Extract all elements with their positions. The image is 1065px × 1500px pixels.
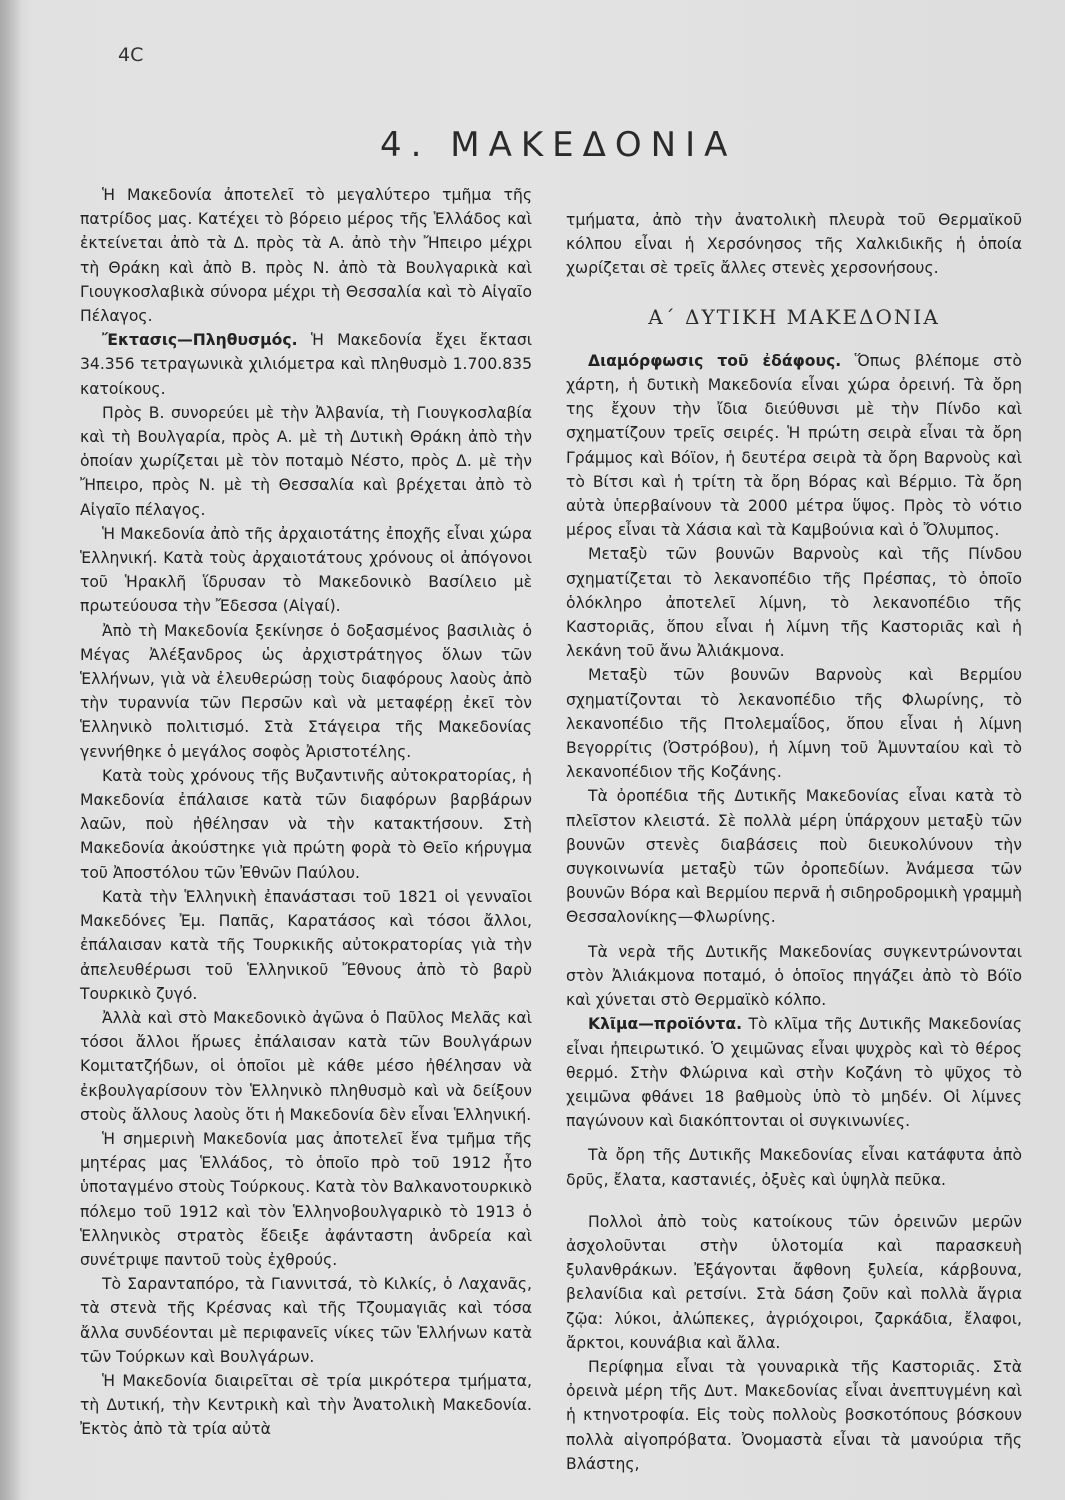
- section-heading: Α΄ ΔΥΤΙΚΗ ΜΑΚΕΔΟΝΙΑ: [648, 304, 940, 329]
- paragraph-text: Ὅπως βλέπομε στὸ χάρτη, ἡ δυτικὴ Μακεδονία εἶναι χώρα ὀρεινή. Τὰ ὄρη της ἔχουν τὴν ἴδια διεύθυνσι μὲ τὴν Πίνδο καὶ σχηματίζουν τρεῖς σειρές. Ἡ πρώτη σειρὰ εἶναι τὰ ὄρη Γράμμος καὶ Βόϊον, ἡ δευτέρα σειρὰ τὰ ὄρη Βαρνοὺς καὶ τὸ Βίτσι καὶ ἡ τρίτη τὰ ὄρη Βόρας καὶ Βέρμιο. Τὰ ὄρη αὐτὰ ὑπερβαίνουν τὰ 2000 μέτρα ὕψος. Πρὸς τὸ νότιο μέρος εἶναι τὰ Χάσια καὶ τὰ Καμβούνια καὶ ὁ Ὄλυμπος.: [566, 351, 1022, 540]
- paragraph-text: Μεταξὺ τῶν βουνῶν Βαρνοὺς καὶ τῆς Πίνδου σχηματίζεται τὸ λεκανοπέδιο τῆς Πρέσπας, τὸ ὁποῖο ὁλόκληρο ἀποτελεῖ λίμνη, τὸ λεκανοπέδιο τῆς Καστοριᾶς, ὅπου εἶναι ἡ λίμνη τῆς Καστοριᾶς καὶ ἡ λεκάνη τοῦ ἄνω Ἀλιάκμονα.: [566, 545, 1022, 661]
- paragraph: [566, 784, 1022, 929]
- paragraph: [80, 1127, 532, 1272]
- paragraph-text: Πολλοὶ ἀπὸ τοὺς κατοίκους τῶν ὀρεινῶν μερῶν ἀσχολοῦνται στὴν ὑλοτομία καὶ παρασκευὴ ξυλανθράκων. Ἐξάγονται ἄφθονη ξυλεία, κάρβουνα, βελανίδια καὶ ρετσίνι. Στὰ δάση ζοῦν καὶ πολλὰ ἄγρια ζῷα: λύκοι, ἀλώπεκες, ἀγριόχοιροι, ζαρκάδια, ἔλαφοι, ἄρκτοι, κουνάβια καὶ ἄλλα.: [566, 1212, 1022, 1352]
- paragraph: [566, 1210, 1022, 1355]
- paragraph-text: Ἀπὸ τὴ Μακεδονία ξεκίνησε ὁ δοξασμένος βασιλιὰς ὁ Μέγας Ἀλέξανδρος ὡς ἀρχιστράτηγος ὅλων τῶν Ἑλλήνων, γιὰ νὰ ἐλευθερώσῃ τοὺς διαφόρους λαοὺς ἀπὸ τὴν τυραννία τῶν Περσῶν καὶ νὰ μεταφέρῃ ἐκεῖ τὸν Ἑλληνικὸ πολιτισμό. Στὰ Στάγειρα τῆς Μακεδονίας γεννήθηκε ὁ μεγάλος σοφὸς Ἀριστοτέλης.: [80, 621, 532, 761]
- paragraph: [80, 885, 532, 1006]
- paragraph-text: Ἡ Μακεδονία ἀποτελεῖ τὸ μεγαλύτερο τμῆμα τῆς πατρίδος μας. Κατέχει τὸ βόρειο μέρος τῆς Ἑλλάδος καὶ ἐκτείνεται ἀπὸ τὰ Δ. πρὸς τὰ Α. ἀπὸ τὴν Ἤπειρο μέχρι τὴ Θράκη καὶ ἀπὸ Β. πρὸς Ν. ἀπὸ τὰ Βουλγαρικὰ καὶ Γιουγκοσλαβικὰ σύνορα μέχρι τὴ Θεσσαλία καὶ τὸ Αἰγαῖο Πέλαγος.: [80, 186, 532, 326]
- paragraph: [80, 328, 532, 401]
- paragraph-text: Κατὰ τὴν Ἑλληνικὴ ἐπανάστασι τοῦ 1821 οἱ γενναῖοι Μακεδόνες Ἐμ. Παπᾶς, Καρατάσος καὶ τόσοι ἄλλοι, ἐπάλαισαν κατὰ τῆς Τουρκικῆς αὐτοκρατορίας γιὰ τὴν ἀπελευθέρωσι τοῦ Ἑλληνικοῦ Ἔθνους ἀπὸ τὸ βαρὺ Τουρκικὸ ζυγό.: [80, 887, 532, 1003]
- paragraph: [566, 1143, 1022, 1191]
- paragraph: [80, 764, 532, 885]
- paragraph-lead: Διαμόρφωσις τοῦ ἐδάφους.: [588, 351, 842, 370]
- paragraph: [80, 1006, 532, 1127]
- paragraph: [566, 1355, 1022, 1476]
- paragraph: [566, 663, 1022, 784]
- paragraph-text: Τὰ νερὰ τῆς Δυτικῆς Μακεδονίας συγκεντρώνονται στὸν Ἀλιάκμονα ποταμό, ὁ ὁποῖος πηγάζει ἀπὸ τὸ Βόϊο καὶ χύνεται στὸ Θερμαϊκὸ κόλπο.: [566, 942, 1022, 1010]
- paragraph-text: Πρὸς Β. συνορεύει μὲ τὴν Ἀλβανία, τὴ Γιουγκοσλαβία καὶ τὴ Βουλγαρία, πρὸς Α. μὲ τὴ Δυτικὴ Θράκη ἀπὸ τὴν ὁποίαν χωρίζεται μὲ τὸν ποταμὸ Νέστο, πρὸς Δ. μὲ τὴν Ἤπειρο, πρὸς Ν. μὲ τὴ Θεσσαλία καὶ βρέχεται ἀπὸ τὸ Αἰγαῖο πέλαγος.: [80, 403, 532, 519]
- chapter-title: 4. ΜΑΚΕΔΟΝΙΑ: [380, 125, 737, 165]
- paragraph-text: Τὸ Σαρανταπόρο, τὰ Γιαννιτσά, τὸ Κιλκίς, ὁ Λαχανᾶς, τὰ στενὰ τῆς Κρέσνας καὶ τῆς Τζουμαγιᾶς καὶ τόσα ἄλλα συνδέονται μὲ περιφανεῖς νίκες τῶν Ἑλλήνων κατὰ τῶν Τούρκων καὶ Βουλγάρων.: [80, 1275, 532, 1366]
- paragraph-text: Ἡ Μακεδονία ἔχει ἔκτασι 34.356 τετραγωνικὰ χιλιόμετρα καὶ πληθυσμὸ 1.700.835 κατοίκους.: [80, 331, 532, 398]
- right-intro-paragraph: τμήματα, ἀπὸ τὴν ἀνατολικὴ πλευρὰ τοῦ Θερμαϊκοῦ κόλπου εἶναι ἡ Χερσόνησος τῆς Χαλκιδικῆς ἡ ὁποία χωρίζεται σὲ τρεῖς ἄλλες στενὲς χερσονήσους.: [566, 211, 1022, 278]
- paragraph-text: Τὰ ὄρη τῆς Δυτικῆς Μακεδονίας εἶναι κατάφυτα ἀπὸ δρῦς, ἔλατα, καστανιές, ὀξυὲς καὶ ὑψηλὰ πεῦκα.: [566, 1146, 1022, 1189]
- page-number: 4C: [118, 44, 144, 66]
- paragraph-text: Ἡ Μακεδονία διαιρεῖται σὲ τρία μικρότερα τμήματα, τὴ Δυτική, τὴν Κεντρικὴ καὶ τὴν Ἀνατολικὴ Μακεδονία. Ἐκτὸς ἀπὸ τὰ τρία αὐτὰ: [80, 1371, 532, 1439]
- paragraph: [566, 1012, 1022, 1133]
- paragraph-lead: Ἔκτασις—Πληθυσμός.: [102, 331, 298, 350]
- paragraph: [80, 1369, 532, 1442]
- right-paragraphs: [566, 349, 1022, 1476]
- paragraph-text: Τὸ κλῖμα τῆς Δυτικῆς Μακεδονίας εἶναι ἠπειρωτικό. Ὁ χειμῶνας εἶναι ψυχρὸς καὶ τὸ θέρος θερμό. Στὴν Φλώρινα καὶ στὴν Κοζάνη τὸ ψῦχος τὸ χειμῶνα φθάνει 18 βαθμοὺς ὑπὸ τὸ μηδέν. Οἱ λίμνες παγώνουν καὶ διακόπτονται οἱ συγκινωνίες.: [566, 1015, 1022, 1131]
- paragraph: [80, 522, 532, 619]
- right-column: [566, 208, 1022, 1476]
- paragraph: [566, 940, 1022, 1013]
- paragraph: [80, 1272, 532, 1369]
- paragraph: [80, 183, 532, 328]
- paragraph: [566, 542, 1022, 663]
- binding-shadow: [0, 0, 22, 1500]
- paragraph-text: Περίφημα εἶναι τὰ γουναρικὰ τῆς Καστοριᾶς. Στὰ ὀρεινὰ μέρη τῆς Δυτ. Μακεδονίας εἶναι ἀνεπτυγμένη καὶ ἡ κτηνοτροφία. Εἰς τοὺς πολλοὺς βοσκοτόπους βόσκουν πολλὰ αἰγοπρόβατα. Ὀνομαστὰ εἶναι τὰ μανούρια τῆς Βλάστης,: [566, 1357, 1022, 1473]
- paragraph-text: Ἡ σημερινὴ Μακεδονία μας ἀποτελεῖ ἕνα τμῆμα τῆς μητέρας μας Ἑλλάδος, τὸ ὁποῖο πρὸ τοῦ 1912 ἦτο ὑποταγμένο στοὺς Τούρκους. Κατὰ τὸν Βαλκανοτουρκικὸ πόλεμο τοῦ 1912 καὶ τὸν Ἑλληνοβουλγαρικὸ τὸ 1913 ὁ Ἑλληνικὸς στρατὸς ἔδειξε ἀφάνταστη ἀνδρεία καὶ συνέτριψε παντοῦ τοὺς ἐχθρούς.: [80, 1129, 532, 1269]
- paragraph: [80, 619, 532, 764]
- paragraph-text: Ἡ Μακεδονία ἀπὸ τῆς ἀρχαιοτάτης ἐποχῆς εἶναι χώρα Ἑλληνική. Κατὰ τοὺς ἀρχαιοτάτους χρόνους οἱ ἀπόγονοι τοῦ Ἡρακλῆ ἵδρυσαν τὸ Μακεδονικὸ Βασίλειο μὲ πρωτεύουσα τὴν Ἔδεσσα (Αἰγαί).: [80, 524, 532, 616]
- paragraph-lead: Κλῖμα—προϊόντα.: [588, 1015, 743, 1034]
- left-column: [80, 183, 532, 1442]
- paragraph: [80, 401, 532, 522]
- paragraph-text: Τὰ ὀροπέδια τῆς Δυτικῆς Μακεδονίας εἶναι κατὰ τὸ πλεῖστον κλειστά. Σὲ πολλὰ μέρη ὑπάρχουν μεταξὺ τῶν βουνῶν στενὲς διαβάσεις ποὺ διευκολύνουν τὴν συγκοινωνία μεταξὺ τῶν ὀροπεδίων. Ἀνάμεσα τῶν βουνῶν Βόρα καὶ Βερμίου περνᾶ ἡ σιδηροδρομικὴ γραμμὴ Θεσσαλονίκης—Φλωρίνης.: [566, 787, 1022, 927]
- paragraph-text: Μεταξὺ τῶν βουνῶν Βαρνοὺς καὶ Βερμίου σχηματίζονται τὸ λεκανοπέδιο τῆς Φλωρίνης, τὸ λεκανοπέδιο τῆς Πτολεμαΐδος, ὅπου εἶναι ἡ λίμνη Βεγορρίτις (Ὀστρόβου), ἡ λίμνη τοῦ Ἀμυνταίου καὶ τὸ λεκανοπέδιον τῆς Κοζάνης.: [566, 666, 1022, 782]
- paragraph-text: Ἀλλὰ καὶ στὸ Μακεδονικὸ ἀγῶνα ὁ Παῦλος Μελᾶς καὶ τόσοι ἄλλοι ἥρωες ἐπάλαισαν κατὰ τῶν Βουλγάρων Κομιτατζήδων, οἱ ὁποῖοι μὲ κάθε μέσο ἠθέλησαν νὰ ἐκβουλγαρίσουν τὸν Ἑλληνικὸ πληθυσμὸ καὶ νὰ δείξουν στοὺς ἄλλους λαοὺς ὅτι ἡ Μακεδονία δὲν εἶναι Ἑλληνική.: [80, 1008, 532, 1124]
- paragraph-text: Κατὰ τοὺς χρόνους τῆς Βυζαντινῆς αὐτοκρατορίας, ἡ Μακεδονία ἐπάλαισε κατὰ τῶν διαφόρων βαρβάρων λαῶν, ποὺ ἠθέλησαν νὰ τὴν κατακτήσουν. Στὴ Μακεδονία ἀκούστηκε γιὰ πρώτη φορὰ τὸ Θεῖο κήρυγμα τοῦ Ἀποστόλου τῶν Ἐθνῶν Παύλου.: [80, 766, 532, 882]
- paragraph: [566, 349, 1022, 543]
